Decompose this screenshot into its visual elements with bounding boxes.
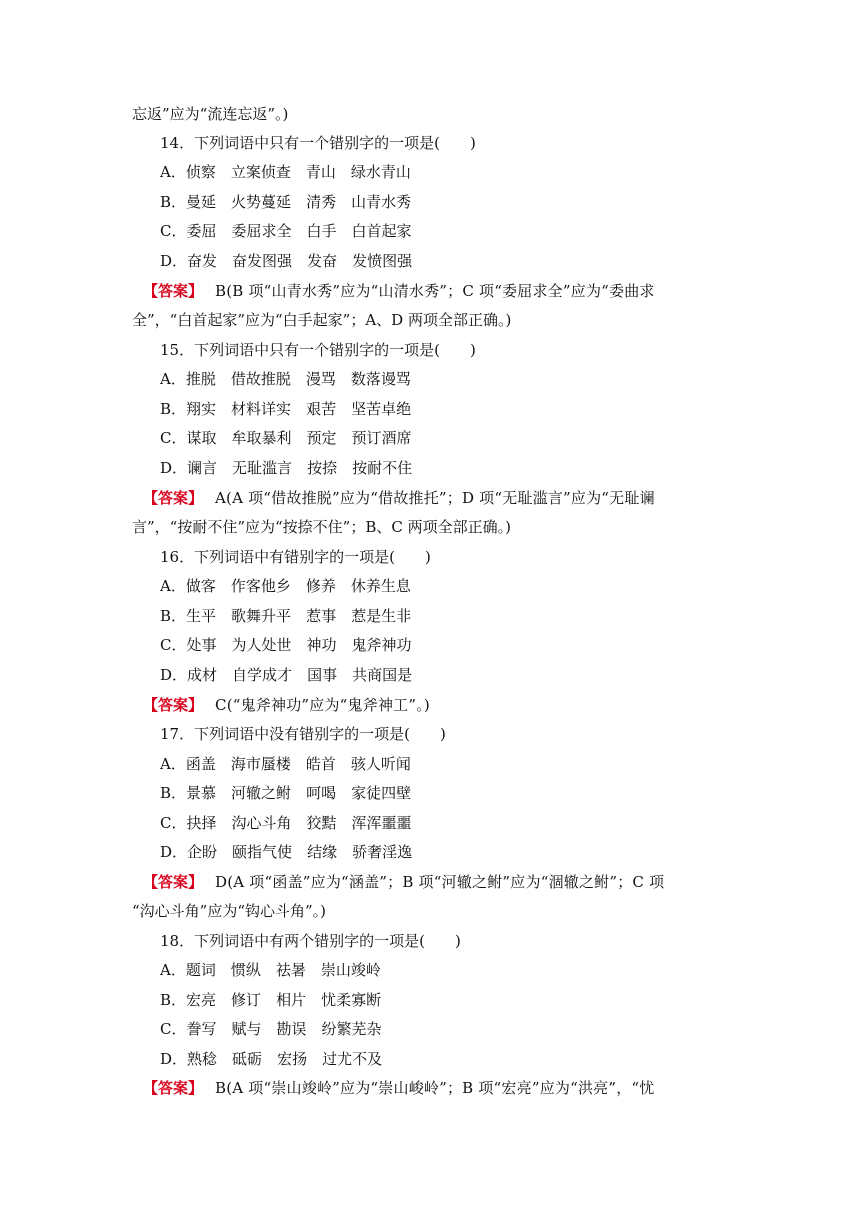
question-18-stem: 18．下列词语中有两个错别字的一项是( ) [160, 932, 461, 950]
option-word: 侦察 [185, 163, 216, 181]
option-word: 河辙之鲋 [231, 784, 292, 802]
option-word: 翔实 [186, 400, 217, 418]
option-label: B． [160, 784, 187, 802]
option-label: C． [160, 636, 187, 654]
answer-tag: 【答案】 [143, 282, 204, 300]
option-word: 忧柔寡断 [321, 991, 382, 1009]
option-word: 歌舞升平 [231, 607, 292, 625]
option-word: 白手 [306, 222, 337, 240]
option-label: A． [160, 577, 186, 595]
question-18-answer [143, 1078, 655, 1098]
option-word: 发愤图强 [352, 252, 413, 270]
question-14-option-a [160, 162, 426, 182]
option-word: 成材 [187, 666, 218, 684]
option-label: C． [160, 429, 187, 447]
question-14-option-d [160, 251, 427, 271]
option-word: 奋发图强 [232, 252, 293, 270]
option-word: 海市蜃楼 [230, 755, 291, 773]
option-label: D． [160, 252, 188, 270]
option-label: D． [160, 459, 188, 477]
option-word: 委屈 [186, 222, 217, 240]
option-word: 国事 [307, 666, 338, 684]
option-word: 惹事 [306, 607, 337, 625]
option-label: D． [160, 666, 188, 684]
option-word: 数落谩骂 [350, 370, 411, 388]
question-16-option-d [160, 665, 427, 685]
option-word: 修养 [305, 577, 336, 595]
option-word: 颐指气使 [232, 843, 293, 861]
option-label: D． [160, 1050, 188, 1068]
option-word: 按捺 [307, 459, 338, 477]
option-word: 共商国是 [352, 666, 413, 684]
option-word: 山青水秀 [351, 193, 412, 211]
option-word: 为人处世 [231, 636, 292, 654]
option-word: 推脱 [185, 370, 216, 388]
answer-tag: 【答案】 [143, 489, 204, 507]
option-word: 宏扬 [277, 1050, 308, 1068]
option-word: 牟取暴利 [231, 429, 292, 447]
question-15-option-b [160, 399, 426, 419]
option-word: 清秀 [306, 193, 337, 211]
previous-answer-tail: 忘返”应为“流连忘返”。) [132, 105, 289, 123]
option-word: 景慕 [186, 784, 217, 802]
option-label: C． [160, 1020, 187, 1038]
option-word: 祛暑 [275, 961, 306, 979]
option-label: B． [160, 400, 187, 418]
answer-tag: 【答案】 [143, 696, 204, 714]
question-18-option-d [160, 1049, 397, 1069]
option-word: 骇人听闻 [350, 755, 411, 773]
question-17-stem: 17．下列词语中没有错别字的一项是( ) [160, 725, 446, 743]
option-word: 生平 [186, 607, 217, 625]
question-15-option-c [160, 428, 427, 448]
option-word: 作客他乡 [230, 577, 291, 595]
answer-text: B(A 项“崇山竣岭”应为“崇山峻岭”；B 项“宏亮”应为“洪亮”，“忧 [215, 1079, 655, 1097]
option-word: 处事 [186, 636, 217, 654]
option-word: 休养生息 [350, 577, 411, 595]
option-word: 熟稔 [187, 1050, 218, 1068]
question-15-answer [143, 488, 655, 508]
option-label: A． [160, 961, 186, 979]
option-word: 惯纵 [230, 961, 261, 979]
option-word: 沟心斗角 [231, 814, 292, 832]
option-word: 奋发 [187, 252, 218, 270]
option-label: B． [160, 991, 187, 1009]
option-word: 呵喝 [306, 784, 337, 802]
option-word: 艰苦 [306, 400, 337, 418]
option-label: A． [160, 163, 186, 181]
option-word: 借故推脱 [230, 370, 291, 388]
option-label: B． [160, 193, 187, 211]
question-14-option-b [160, 192, 426, 212]
option-word: 自学成才 [232, 666, 293, 684]
option-word: 宏亮 [186, 991, 217, 1009]
option-word: 过尤不及 [322, 1050, 383, 1068]
option-word: 鬼斧神功 [351, 636, 412, 654]
question-17-option-c [160, 813, 427, 833]
answer-tag: 【答案】 [143, 1079, 204, 1097]
option-word: 题词 [185, 961, 216, 979]
question-16-stem: 16．下列词语中有错别字的一项是( ) [160, 548, 431, 566]
option-word: 绿水青山 [350, 163, 411, 181]
option-word: 家徒四壁 [351, 784, 412, 802]
question-18-option-a [160, 960, 396, 980]
option-word: 预订酒席 [351, 429, 412, 447]
question-16-answer [143, 695, 430, 715]
option-word: 惹是生非 [351, 607, 412, 625]
option-word: 坚苦卓绝 [351, 400, 412, 418]
option-word: 相片 [276, 991, 307, 1009]
question-17-option-a [160, 754, 426, 774]
question-15-option-a [160, 369, 426, 389]
option-word: 修订 [231, 991, 262, 1009]
answer-text: B(B 项“山青水秀”应为“山清水秀”；C 项“委屈求全”应为“委曲求 [215, 282, 655, 300]
option-word: 赋与 [231, 1020, 262, 1038]
question-15-stem: 15．下列词语中只有一个错别字的一项是( ) [160, 341, 476, 359]
option-word: 谋取 [186, 429, 217, 447]
question-14-option-c [160, 221, 427, 241]
option-word: 无耻滥言 [232, 459, 293, 477]
option-word: 神功 [306, 636, 337, 654]
question-15-option-d [160, 458, 427, 478]
question-16-option-b [160, 606, 426, 626]
option-word: 皓首 [305, 755, 336, 773]
option-word: 曼延 [186, 193, 217, 211]
question-14-answer [143, 281, 655, 301]
option-label: C． [160, 222, 187, 240]
answer-text: A(A 项“借故推脱”应为“借故推托”；D 项“无耻滥言”应为“无耻谰 [215, 489, 655, 507]
option-label: A． [160, 370, 186, 388]
option-word: 誊写 [186, 1020, 217, 1038]
option-word: 白首起家 [351, 222, 412, 240]
option-word: 函盖 [185, 755, 216, 773]
answer-text: D(A 项“函盖”应为“涵盖”；B 项“河辙之鲋”应为“涸辙之鲋”；C 项 [215, 873, 665, 891]
question-17-option-d [160, 842, 427, 862]
question-17-answer [143, 872, 664, 892]
option-label: D． [160, 843, 188, 861]
option-word: 青山 [305, 163, 336, 181]
question-18-option-b [160, 990, 396, 1010]
option-word: 发奋 [307, 252, 338, 270]
option-word: 骄奢淫逸 [352, 843, 413, 861]
option-word: 谰言 [187, 459, 218, 477]
option-word: 纷繁芜杂 [321, 1020, 382, 1038]
answer-tag: 【答案】 [143, 873, 204, 891]
question-14-stem: 14．下列词语中只有一个错别字的一项是( ) [160, 134, 476, 152]
option-word: 企盼 [187, 843, 218, 861]
option-label: C． [160, 814, 187, 832]
option-word: 勘误 [276, 1020, 307, 1038]
option-word: 砥砺 [232, 1050, 263, 1068]
question-17-option-b [160, 783, 426, 803]
option-word: 火势蔓延 [231, 193, 292, 211]
option-word: 崇山竣岭 [320, 961, 381, 979]
option-word: 立案侦查 [230, 163, 291, 181]
question-17-answer-cont: “沟心斗角”应为“钩心斗角”。) [132, 902, 327, 920]
question-18-option-c [160, 1019, 397, 1039]
option-word: 结缘 [307, 843, 338, 861]
option-word: 狡黠 [306, 814, 337, 832]
option-label: A． [160, 755, 186, 773]
answer-text: C(“鬼斧神功”应为“鬼斧神工”。) [215, 696, 430, 714]
option-word: 抉择 [186, 814, 217, 832]
option-word: 漫骂 [305, 370, 336, 388]
option-label: B． [160, 607, 187, 625]
option-word: 材料详实 [231, 400, 292, 418]
option-word: 预定 [306, 429, 337, 447]
option-word: 做客 [185, 577, 216, 595]
option-word: 按耐不住 [352, 459, 413, 477]
question-14-answer-cont: 全”，“白首起家”应为“白手起家”；A、D 两项全部正确。) [132, 311, 512, 329]
question-16-option-a [160, 576, 426, 596]
question-16-option-c [160, 635, 427, 655]
option-word: 委屈求全 [231, 222, 292, 240]
option-word: 浑浑噩噩 [351, 814, 412, 832]
question-15-answer-cont: 言”，“按耐不住”应为“按捺不住”；B、C 两项全部正确。) [132, 518, 511, 536]
